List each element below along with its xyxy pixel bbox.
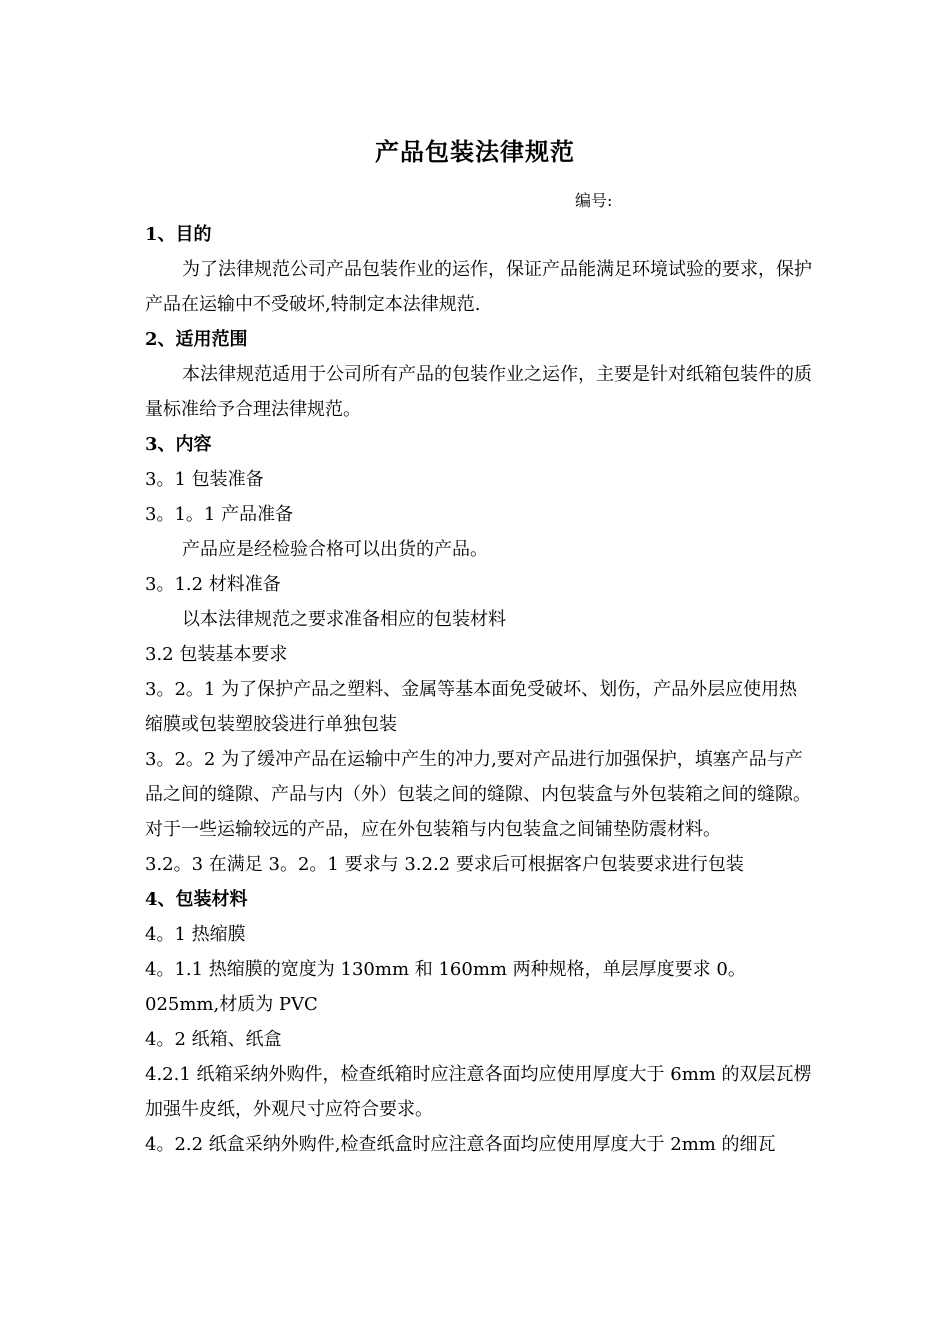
paragraph: 以本法律规范之要求准备相应的包装材料 (182, 609, 506, 630)
section-heading-scope: 2、适用范围 (145, 329, 248, 350)
subsection-heading: 4。2 纸箱、纸盒 (145, 1029, 282, 1050)
subsection-heading: 4。1 热缩膜 (145, 924, 246, 945)
section-heading-content: 3、内容 (145, 434, 212, 455)
paragraph: 本法律规范适用于公司所有产品的包装作业之运作，主要是针对纸箱包装件的质量标准给予合理法律规范。 (145, 364, 812, 420)
subsection-heading: 3。1.2 材料准备 (145, 574, 281, 595)
document-title: 产品包装法律规范 (375, 137, 575, 166)
paragraph: 4.2.1 纸箱采纳外购件，检查纸箱时应注意各面均应使用厚度大于 6mm 的双层瓦楞加强牛皮纸，外观尺寸应符合要求。 (145, 1064, 812, 1120)
paragraph: 为了法律规范公司产品包装作业的运作，保证产品能满足环境试验的要求，保护产品在运输中不受破坏,特制定本法律规范. (145, 259, 812, 315)
subsection-heading: 3。1。1 产品准备 (145, 504, 294, 525)
paragraph: 3。2。1 为了保护产品之塑料、金属等基本面免受破坏、划伤，产品外层应使用热缩膜或包装塑胶袋进行单独包装 (145, 679, 798, 735)
document-number-label: 编号: (575, 191, 613, 210)
section-heading-purpose: 1、目的 (145, 224, 212, 245)
subsection-heading: 3.2 包装基本要求 (145, 644, 288, 665)
paragraph: 3。2。2 为了缓冲产品在运输中产生的冲力,要对产品进行加强保护，填塞产品与产品之间的缝隙、产品与内（外）包装之间的缝隙、内包装盒与外包装箱之间的缝隙。对于一些运输较远的产品，应在外包装箱与内包装盒之间铺垫防震材料。 (145, 749, 811, 840)
paragraph: 产品应是经检验合格可以出货的产品。 (182, 539, 488, 560)
document-body (145, 217, 813, 1162)
subsection-heading: 3。1 包装准备 (145, 469, 264, 490)
paragraph: 4。1.1 热缩膜的宽度为 130mm 和 160mm 两种规格，单层厚度要求 0。025mm,材质为 PVC (145, 959, 746, 1015)
paragraph: 3.2。3 在满足 3。2。1 要求与 3.2.2 要求后可根据客户包装要求进行包装 (145, 854, 744, 875)
section-heading-materials: 4、包装材料 (145, 889, 248, 910)
paragraph: 4。2.2 纸盒采纳外购件,检查纸盒时应注意各面均应使用厚度大于 2mm 的细瓦 (145, 1134, 776, 1155)
